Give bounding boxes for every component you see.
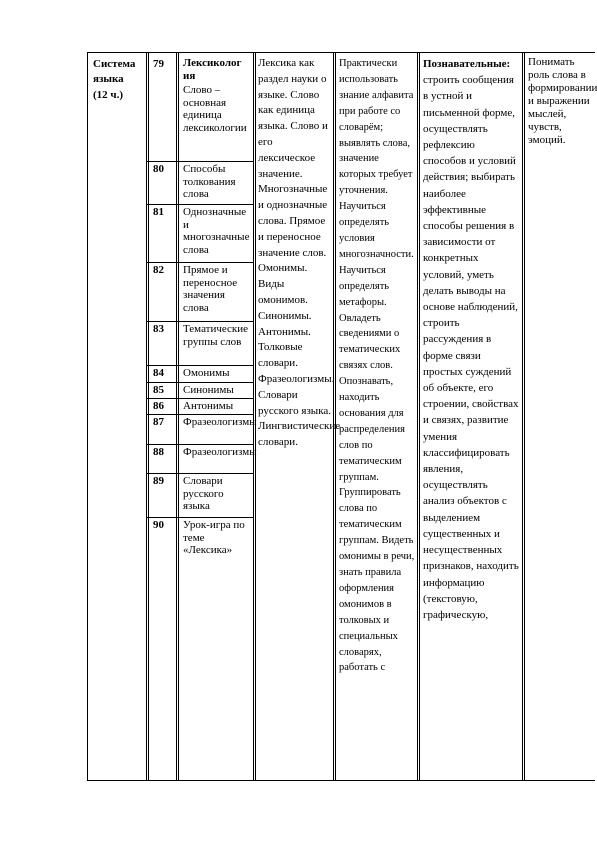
lesson-topic: Словари русского языка [183,475,224,512]
lesson-topic: Однозначные и многозначные слова [183,206,250,256]
row-sep-89 [147,473,253,474]
table-top-border [87,52,595,53]
lesson-num: 82 [153,264,164,276]
section-hours: (12 ч.) [93,89,124,101]
lesson-topic: Синонимы [183,384,234,396]
col-border-4 [333,52,336,780]
col-border-5 [417,52,420,780]
cognitive-heading: Познавательные: [423,58,511,70]
lesson-num: 88 [153,446,164,458]
content-cell [258,56,341,784]
row-sep-90 [147,517,253,518]
row-sep-80 [147,161,253,162]
col-border-6 [522,52,525,780]
row-sep-85 [147,382,253,383]
section-cell [93,57,145,785]
lesson-topic: Тематические группы слов [183,323,249,348]
row-sep-88 [147,444,253,445]
lesson-num: 79 [153,58,164,70]
col-border-0 [87,52,88,780]
row-sep-83 [147,321,253,322]
lesson-num: 90 [153,519,164,531]
lesson-num: 83 [153,323,164,335]
section-title-line1: Система [93,58,136,70]
practical-text: Практически использовать знание алфавита при работе со словарём; выявлять слова, значение которых требует уточнения. Научиться определять условия многозначности. Научиться определять метафоры. Овладеть сведениями о тематических связях слов. Опознавать, находить основания для распределения слов по тематическим группам. Группировать слова по тематическим группам. Видеть омонимы в речи, знать правила оформления омонимов в толковых и специальных словарях, работать с [339,58,415,674]
personal-cell [528,56,595,784]
lesson-num: 84 [153,367,164,379]
content-text: Лексика как раздел науки о языке. Слово как единица языка. Слово и его лексическое значение. Многозначные и однозначные слова. Прямое и переносное значение слов. Омонимы. Виды омонимов. Синонимы. Антонимы. Толковые словари. Фразеологизмы. Словари русского языка. Лингвистические словари. [258,57,341,449]
lesson-num: 87 [153,416,164,428]
lesson-topic: Урок-игра по теме «Лексика» [183,519,245,556]
personal-text: Понимать роль слова в формировании и выражении мыслей, чувств, эмоций. [528,56,597,146]
lesson-topic [183,57,251,134]
lesson-num: 80 [153,163,164,175]
lesson-num: 85 [153,384,164,396]
cognitive-cell [423,56,520,784]
lesson-topic: Антонимы [183,400,234,412]
lesson-topic: Способы толкования слова [183,163,236,200]
lesson-num: 86 [153,400,164,412]
topic-text: Слово – основная единица лексикологии [183,84,247,134]
row-sep-86 [147,398,253,399]
row-sep-87 [147,414,253,415]
lesson-num: 81 [153,206,164,218]
lesson-topic: Фразеологизмы [183,446,257,458]
lesson-topic: Омонимы [183,367,230,379]
row-sep-82 [147,262,253,263]
row-sep-84 [147,365,253,366]
lesson-topic: Прямое и переносное значения слова [183,264,238,314]
row-sep-81 [147,204,253,205]
lesson-num: 89 [153,475,164,487]
topic-heading: Лексиколог ия [183,57,242,82]
cognitive-text: строить сообщения в устной и письменной форме, осуществлять рефлексию способов и условий действия; выбирать наиболее эффективные способы решения в зависимости от конкретных условий, уметь делать выводы на основе наблюдений, строить рассуждения в форме связи простых суждений об объекте, его строении, свойствах и связях, развитие умения классифицировать явления, осуществлять анализ объектов с выделением существенных и несущественных признаков, находить информацию (текстовую, графическую, [423,74,519,621]
section-title-line2: языка [93,72,124,85]
practical-cell [339,56,415,784]
lesson-topic: Фразеологизмы [183,416,257,428]
